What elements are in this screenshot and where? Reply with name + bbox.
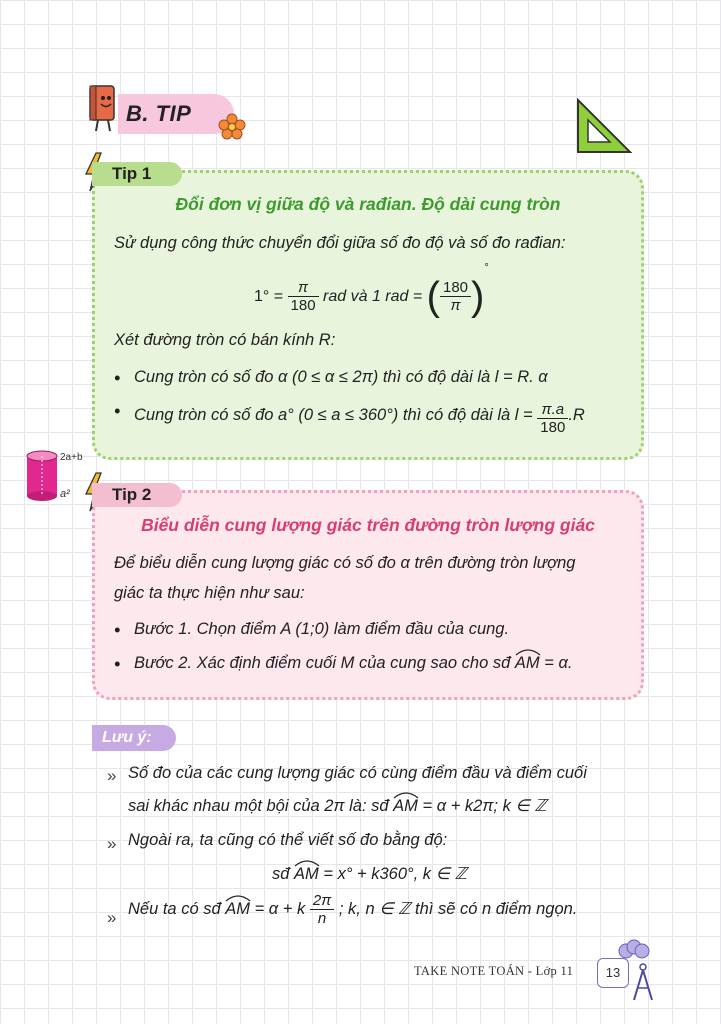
formula-frac2 bbox=[440, 279, 471, 314]
degree-sign: ° bbox=[484, 262, 489, 274]
item3-frac: $\frac{2\pi}{n}$ bbox=[310, 892, 334, 927]
tip2-step2 bbox=[134, 654, 572, 673]
tip1-circle-intro: Xét đường tròn có bán kính R: bbox=[114, 331, 336, 349]
section-title: B. TIP bbox=[126, 101, 192, 126]
arc-am: AM bbox=[393, 797, 418, 816]
tip1-heading: Đổi đơn vị giữa độ và rađian. Độ dài cung tròn bbox=[175, 194, 561, 214]
tip2-intro-line2: giác ta thực hiện như sau: bbox=[114, 584, 305, 602]
note-item1-line1: Số đo của các cung lượng giác có cùng điểm đầu và điểm cuối bbox=[128, 764, 587, 782]
compass-icon bbox=[630, 962, 656, 1002]
note-item3: Nếu ta có sđ AM = α + k $\frac{2\pi}{n}$ ; k, n ∈ ℤ thì sẽ có n điểm ngọn. bbox=[128, 892, 578, 927]
note-tag: Lưu ý: bbox=[92, 725, 176, 751]
footer-text: TAKE NOTE TOÁN - Lớp 11 bbox=[414, 964, 574, 978]
note-marker: » bbox=[107, 766, 117, 785]
cylinder-label-top: 2a+b bbox=[60, 452, 83, 463]
bullet2-tail: .R bbox=[568, 406, 585, 424]
tip1-formula bbox=[254, 262, 489, 319]
tip1-bullet1: • Cung tròn có số đo α (0 ≤ α ≤ 2π) thì có độ dài là l = R. α bbox=[134, 368, 548, 387]
bullet2-text: Cung tròn có số đo a° (0 ≤ a ≤ 360°) thì có độ dài là bbox=[134, 406, 511, 424]
cloud-icon bbox=[614, 938, 654, 960]
set-square-icon bbox=[574, 96, 634, 156]
tip2-step1: • Bước 1. Chọn điểm A (1;0) làm điểm đầu của cung. bbox=[134, 620, 509, 639]
bullet2-den: 180 bbox=[540, 419, 566, 436]
bullet2-frac bbox=[537, 401, 568, 436]
formula-frac1 bbox=[288, 279, 319, 314]
frac1-den: 180 bbox=[290, 297, 316, 315]
tip2-intro-line1: Để biểu diễn cung lượng giác có số đo α trên đường tròn lượng bbox=[114, 554, 576, 572]
bullet2-lhs: l = bbox=[514, 406, 533, 424]
cylinder-label-bottom: a² bbox=[60, 488, 70, 500]
note-item2: Ngoài ra, ta cũng có thể viết số đo bằng độ: bbox=[128, 831, 448, 849]
arc-am: AM bbox=[515, 654, 540, 673]
paren-left: ( bbox=[426, 274, 440, 319]
note-marker: » bbox=[107, 834, 117, 853]
note-marker: » bbox=[107, 908, 117, 927]
arc-am: AM bbox=[225, 900, 250, 919]
note-item1-line2: sai khác nhau một bội của 2π là: sđ AM = α + k2π; k ∈ ℤ bbox=[128, 796, 547, 816]
frac2-num: 180 bbox=[440, 279, 471, 297]
formula-lhs: 1° = bbox=[254, 288, 284, 305]
step2-text: Bước 2. Xác định điểm cuối M của cung sao cho sđ bbox=[134, 654, 511, 672]
flower-icon bbox=[218, 113, 246, 141]
tip1-tag: Tip 1 bbox=[92, 162, 182, 186]
book-icon bbox=[86, 84, 120, 134]
formula-mid: rad và 1 rad = bbox=[323, 288, 423, 305]
frac2-den: π bbox=[450, 297, 461, 315]
note-item2-formula: sđ AM = x° + k360°, k ∈ ℤ bbox=[272, 864, 467, 884]
page-number: 13 bbox=[597, 958, 629, 988]
paren-right: ) bbox=[471, 274, 485, 319]
tip1-intro: Sử dụng công thức chuyển đổi giữa số đo độ và số đo rađian: bbox=[114, 234, 566, 252]
arc-am: AM bbox=[294, 865, 319, 884]
frac1-num: π bbox=[288, 279, 319, 297]
step2-tail: = α. bbox=[544, 654, 573, 672]
cylinder-icon bbox=[24, 450, 60, 502]
tip2-tag: Tip 2 bbox=[92, 483, 182, 507]
tip2-heading: Biểu diễn cung lượng giác trên đường tròn lượng giác bbox=[141, 515, 595, 535]
bullet2-num: π.a bbox=[537, 401, 568, 419]
tip1-bullet2 bbox=[134, 401, 585, 436]
